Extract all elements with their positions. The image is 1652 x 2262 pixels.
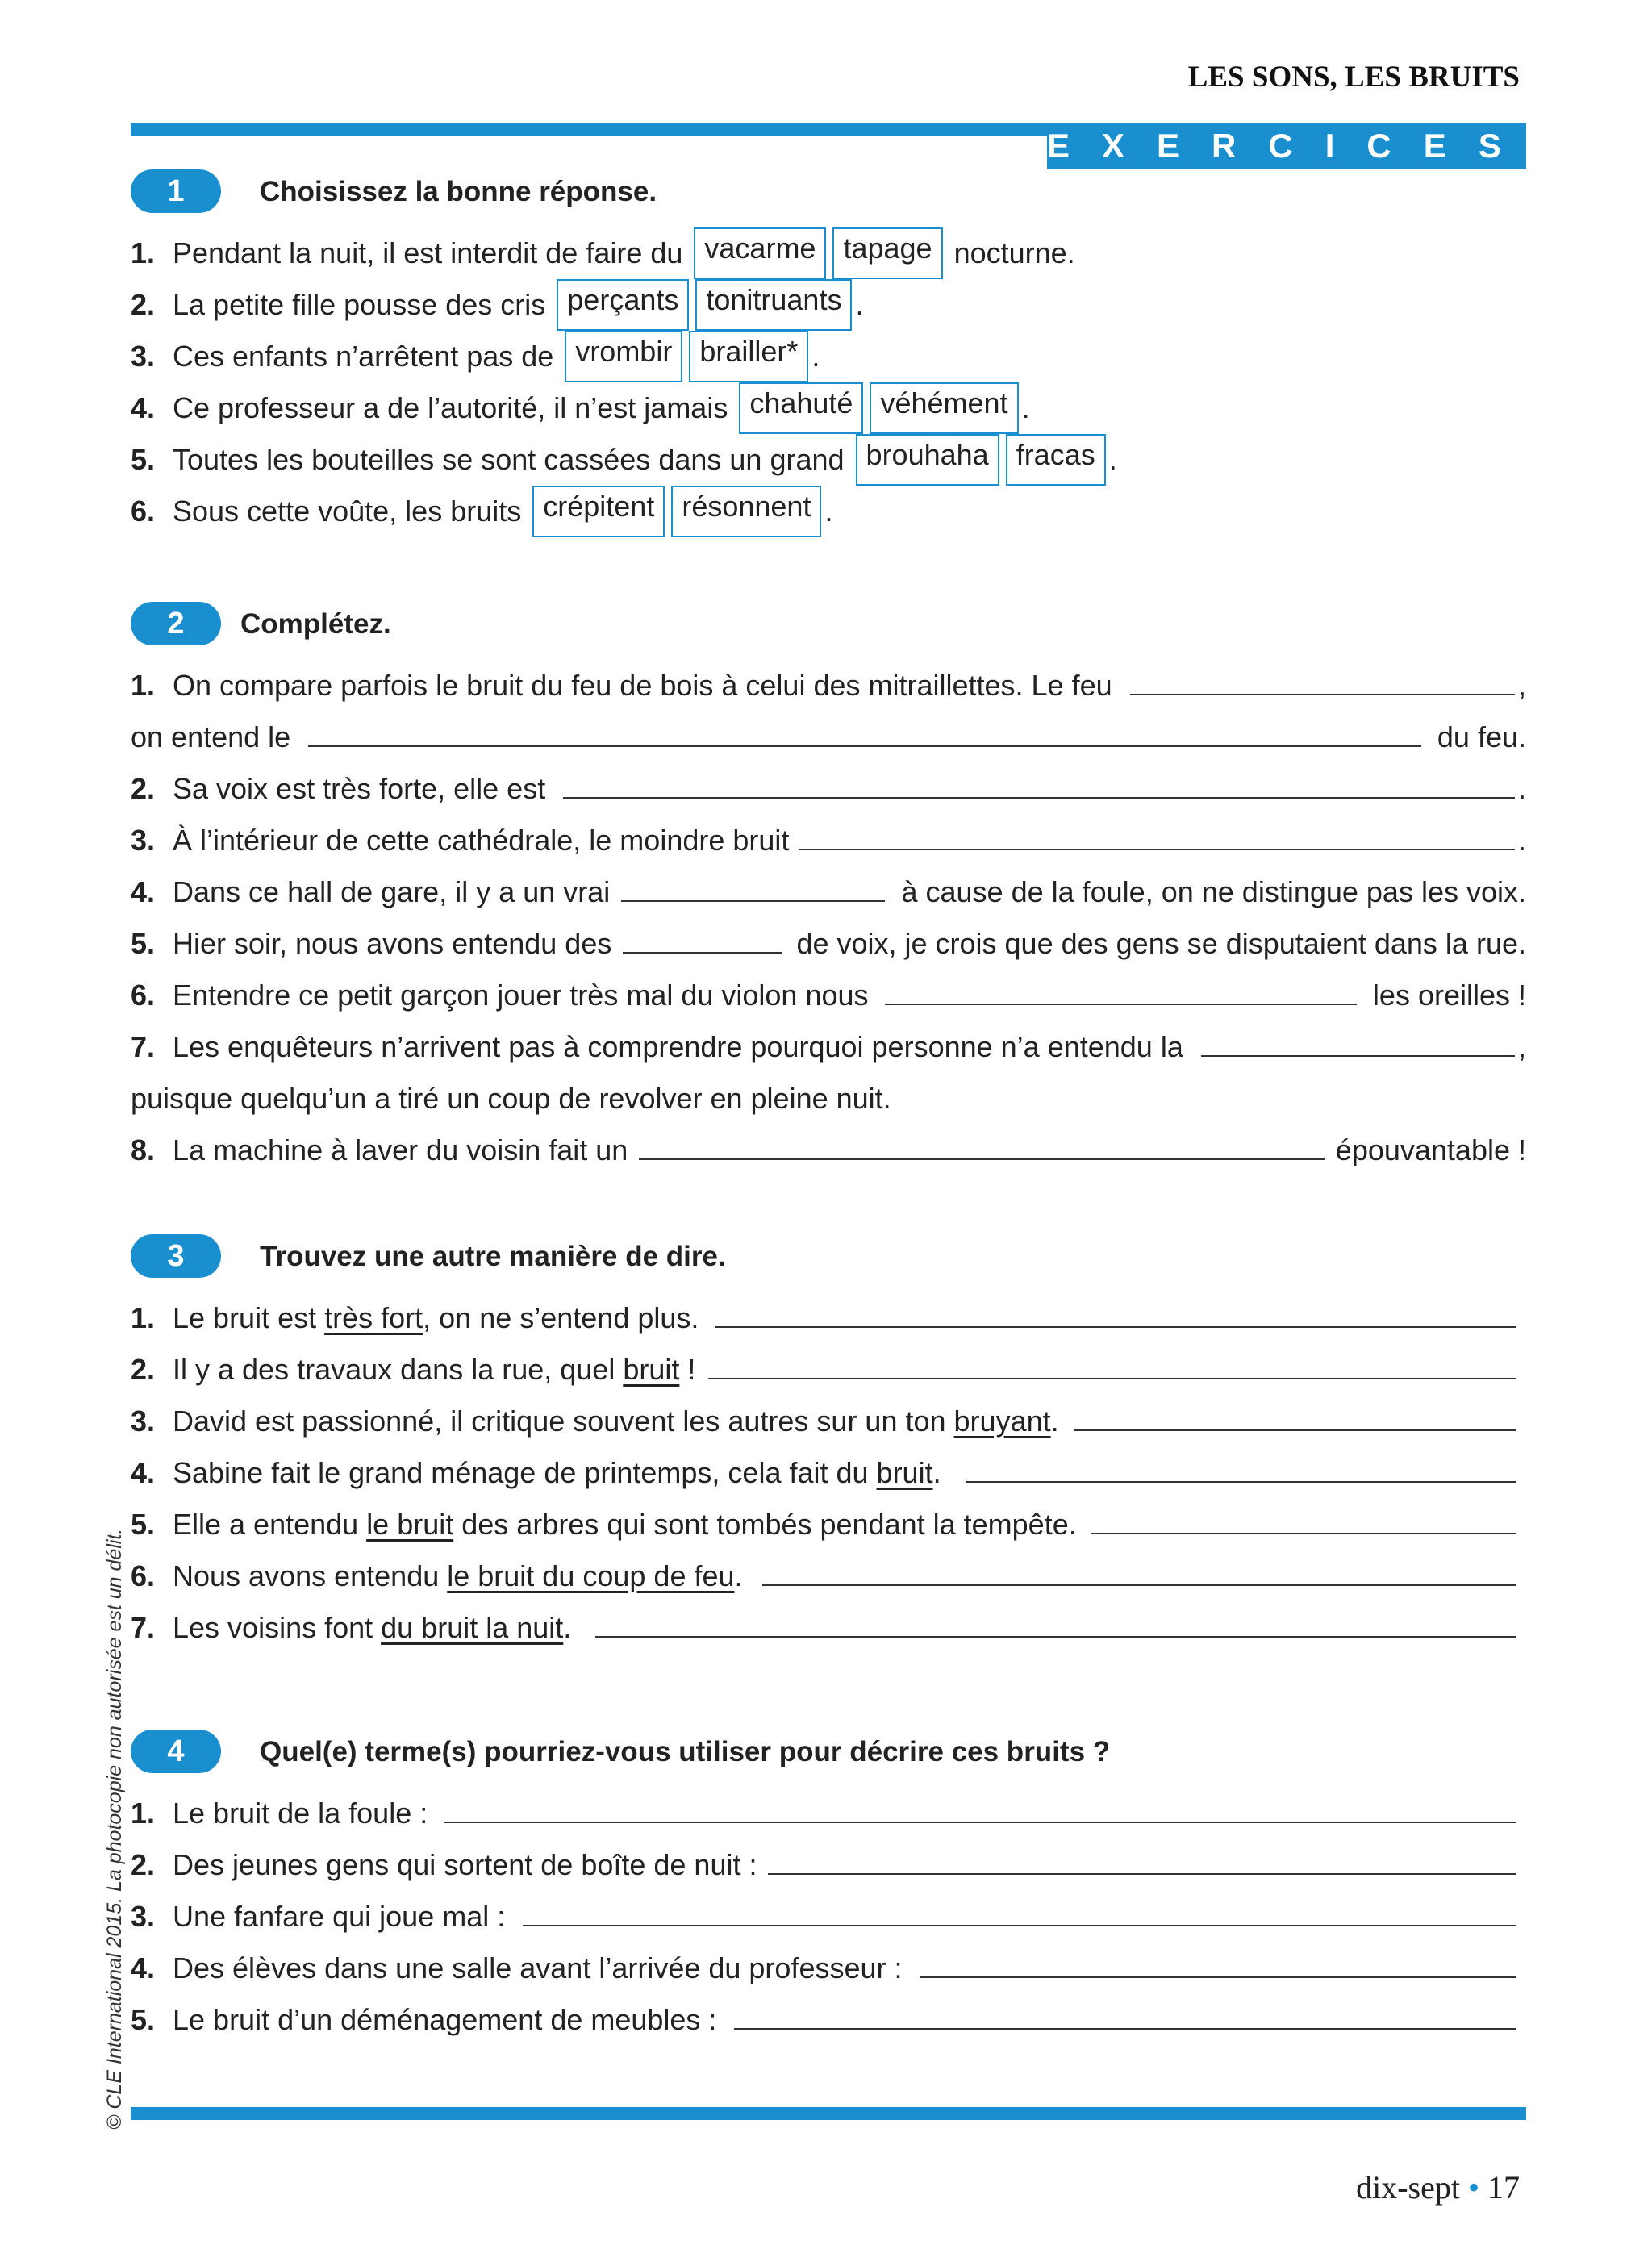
- answer-blank[interactable]: [1201, 1021, 1515, 1057]
- choice-option[interactable]: résonnent: [671, 486, 821, 537]
- answer-blank[interactable]: [621, 866, 885, 902]
- exercices-banner: EXERCICES: [1047, 123, 1526, 169]
- exercise-3: [131, 1234, 1526, 1654]
- fill-item: 1. On compare parfois le bruit du feu de bois à celui des mitraillettes. Le feu ,: [131, 660, 1526, 712]
- describe-item: 3. Une fanfare qui joue mal :: [131, 1891, 1526, 1943]
- answer-blank[interactable]: [885, 970, 1357, 1005]
- choice-option[interactable]: tapage: [832, 227, 942, 279]
- answer-blank[interactable]: [623, 918, 782, 954]
- choice-option[interactable]: chahuté: [739, 382, 863, 434]
- describe-item: 5. Le bruit d’un déménagement de meubles :: [131, 1994, 1526, 2046]
- page-number: 17: [1487, 2169, 1520, 2206]
- fill-item: 7. Les enquêteurs n’arrivent pas à comprendre pourquoi personne n’a entendu la ,: [131, 1021, 1526, 1073]
- answer-blank[interactable]: [715, 1292, 1516, 1328]
- answer-blank[interactable]: [1091, 1499, 1516, 1534]
- choice-item: 5. Toutes les bouteilles se sont cassées dans un grand brouhaha fracas .: [131, 434, 1526, 486]
- answer-blank[interactable]: [799, 815, 1515, 850]
- answer-blank[interactable]: [1074, 1396, 1516, 1431]
- answer-blank[interactable]: [734, 1994, 1516, 2030]
- fill-item: 8. La machine à laver du voisin fait un épouvantable !: [131, 1125, 1526, 1176]
- fill-item: 4. Dans ce hall de gare, il y a un vrai à cause de la foule, on ne distingue pas les voix.: [131, 866, 1526, 918]
- answer-blank[interactable]: [563, 763, 1515, 799]
- choice-option[interactable]: perçants: [557, 279, 689, 331]
- choice-option[interactable]: fracas: [1006, 434, 1106, 486]
- rephrase-item: 3. David est passionné, il critique souvent les autres sur un ton bruyant .: [131, 1396, 1526, 1447]
- rephrase-item: 4. Sabine fait le grand ménage de printemps, cela fait du bruit .: [131, 1447, 1526, 1499]
- rephrase-item: 2. Il y a des travaux dans la rue, quel bruit !: [131, 1344, 1526, 1396]
- chapter-title: LES SONS, LES BRUITS: [1187, 61, 1520, 94]
- answer-blank[interactable]: [966, 1447, 1516, 1483]
- page-footer: [1356, 2168, 1520, 2206]
- answer-blank[interactable]: [1130, 660, 1515, 695]
- exercise-4: [131, 1730, 1526, 2046]
- choice-item: 2. La petite fille pousse des cris perçants tonitruants .: [131, 279, 1526, 331]
- exercise-2: [131, 602, 1526, 1176]
- choice-item: 3. Ces enfants n’arrêtent pas de vrombir brailler* .: [131, 331, 1526, 382]
- describe-item: 2. Des jeunes gens qui sortent de boîte de nuit :: [131, 1839, 1526, 1891]
- choice-item: 6. Sous cette voûte, les bruits crépitent résonnent .: [131, 486, 1526, 537]
- answer-blank[interactable]: [762, 1550, 1516, 1586]
- describe-item: 4. Des élèves dans une salle avant l’arrivée du professeur :: [131, 1943, 1526, 1994]
- fill-item: 3. À l’intérieur de cette cathédrale, le moindre bruit .: [131, 815, 1526, 866]
- exercise-number-badge: 2: [131, 602, 221, 645]
- choice-option[interactable]: brouhaha: [856, 434, 999, 486]
- fill-item: 6. Entendre ce petit garçon jouer très mal du violon nous les oreilles !: [131, 970, 1526, 1021]
- choice-option[interactable]: crépitent: [532, 486, 665, 537]
- fill-item-continuation: puisque quelqu’un a tiré un coup de revolver en pleine nuit.: [131, 1082, 891, 1115]
- exercise-instruction: Choisissez la bonne réponse.: [260, 176, 657, 207]
- choice-option[interactable]: véhément: [870, 382, 1018, 434]
- rephrase-item: 1. Le bruit est très fort , on ne s’entend plus.: [131, 1292, 1526, 1344]
- answer-blank[interactable]: [523, 1891, 1516, 1926]
- answer-blank[interactable]: [768, 1839, 1516, 1875]
- describe-item: 1. Le bruit de la foule :: [131, 1788, 1526, 1839]
- answer-blank[interactable]: [920, 1943, 1517, 1978]
- exercise-instruction: Quel(e) terme(s) pourriez-vous utiliser pour décrire ces bruits ?: [260, 1736, 1111, 1767]
- bottom-rule: [131, 2107, 1526, 2120]
- fill-item: on entend le du feu.: [131, 712, 1526, 763]
- exercise-number-badge: 3: [131, 1234, 221, 1278]
- choice-option[interactable]: tonitruants: [695, 279, 852, 331]
- copyright-notice: © CLE International 2015. La photocopie non autorisée est un délit.: [103, 1528, 126, 2130]
- exercise-number-badge: 1: [131, 169, 221, 213]
- rephrase-item: 5. Elle a entendu le bruit des arbres qui sont tombés pendant la tempête.: [131, 1499, 1526, 1550]
- rephrase-item: 7. Les voisins font du bruit la nuit .: [131, 1602, 1526, 1654]
- choice-item: 4. Ce professeur a de l’autorité, il n’est jamais chahuté véhément .: [131, 382, 1526, 434]
- rephrase-item: 6. Nous avons entendu le bruit du coup de feu .: [131, 1550, 1526, 1602]
- answer-blank[interactable]: [639, 1125, 1324, 1160]
- fill-item: 2. Sa voix est très forte, elle est .: [131, 763, 1526, 815]
- answer-blank[interactable]: [595, 1602, 1516, 1638]
- fill-item: 5. Hier soir, nous avons entendu des de voix, je crois que des gens se disputaient dans la rue.: [131, 918, 1526, 970]
- choice-option[interactable]: vacarme: [694, 227, 826, 279]
- choice-option[interactable]: vrombir: [565, 331, 682, 382]
- answer-blank[interactable]: [444, 1788, 1516, 1823]
- answer-blank[interactable]: [308, 712, 1421, 747]
- page-word: dix-sept: [1356, 2169, 1460, 2206]
- choice-option[interactable]: brailler*: [689, 331, 808, 382]
- exercise-1: [131, 169, 1526, 537]
- exercise-instruction: Trouvez une autre manière de dire.: [260, 1241, 726, 1272]
- bullet-separator: •: [1467, 2169, 1479, 2206]
- answer-blank[interactable]: [708, 1344, 1516, 1379]
- exercise-instruction: Complétez.: [240, 608, 391, 640]
- exercise-number-badge: 4: [131, 1730, 221, 1773]
- choice-item: 1. Pendant la nuit, il est interdit de faire du vacarme tapage nocturne.: [131, 227, 1526, 279]
